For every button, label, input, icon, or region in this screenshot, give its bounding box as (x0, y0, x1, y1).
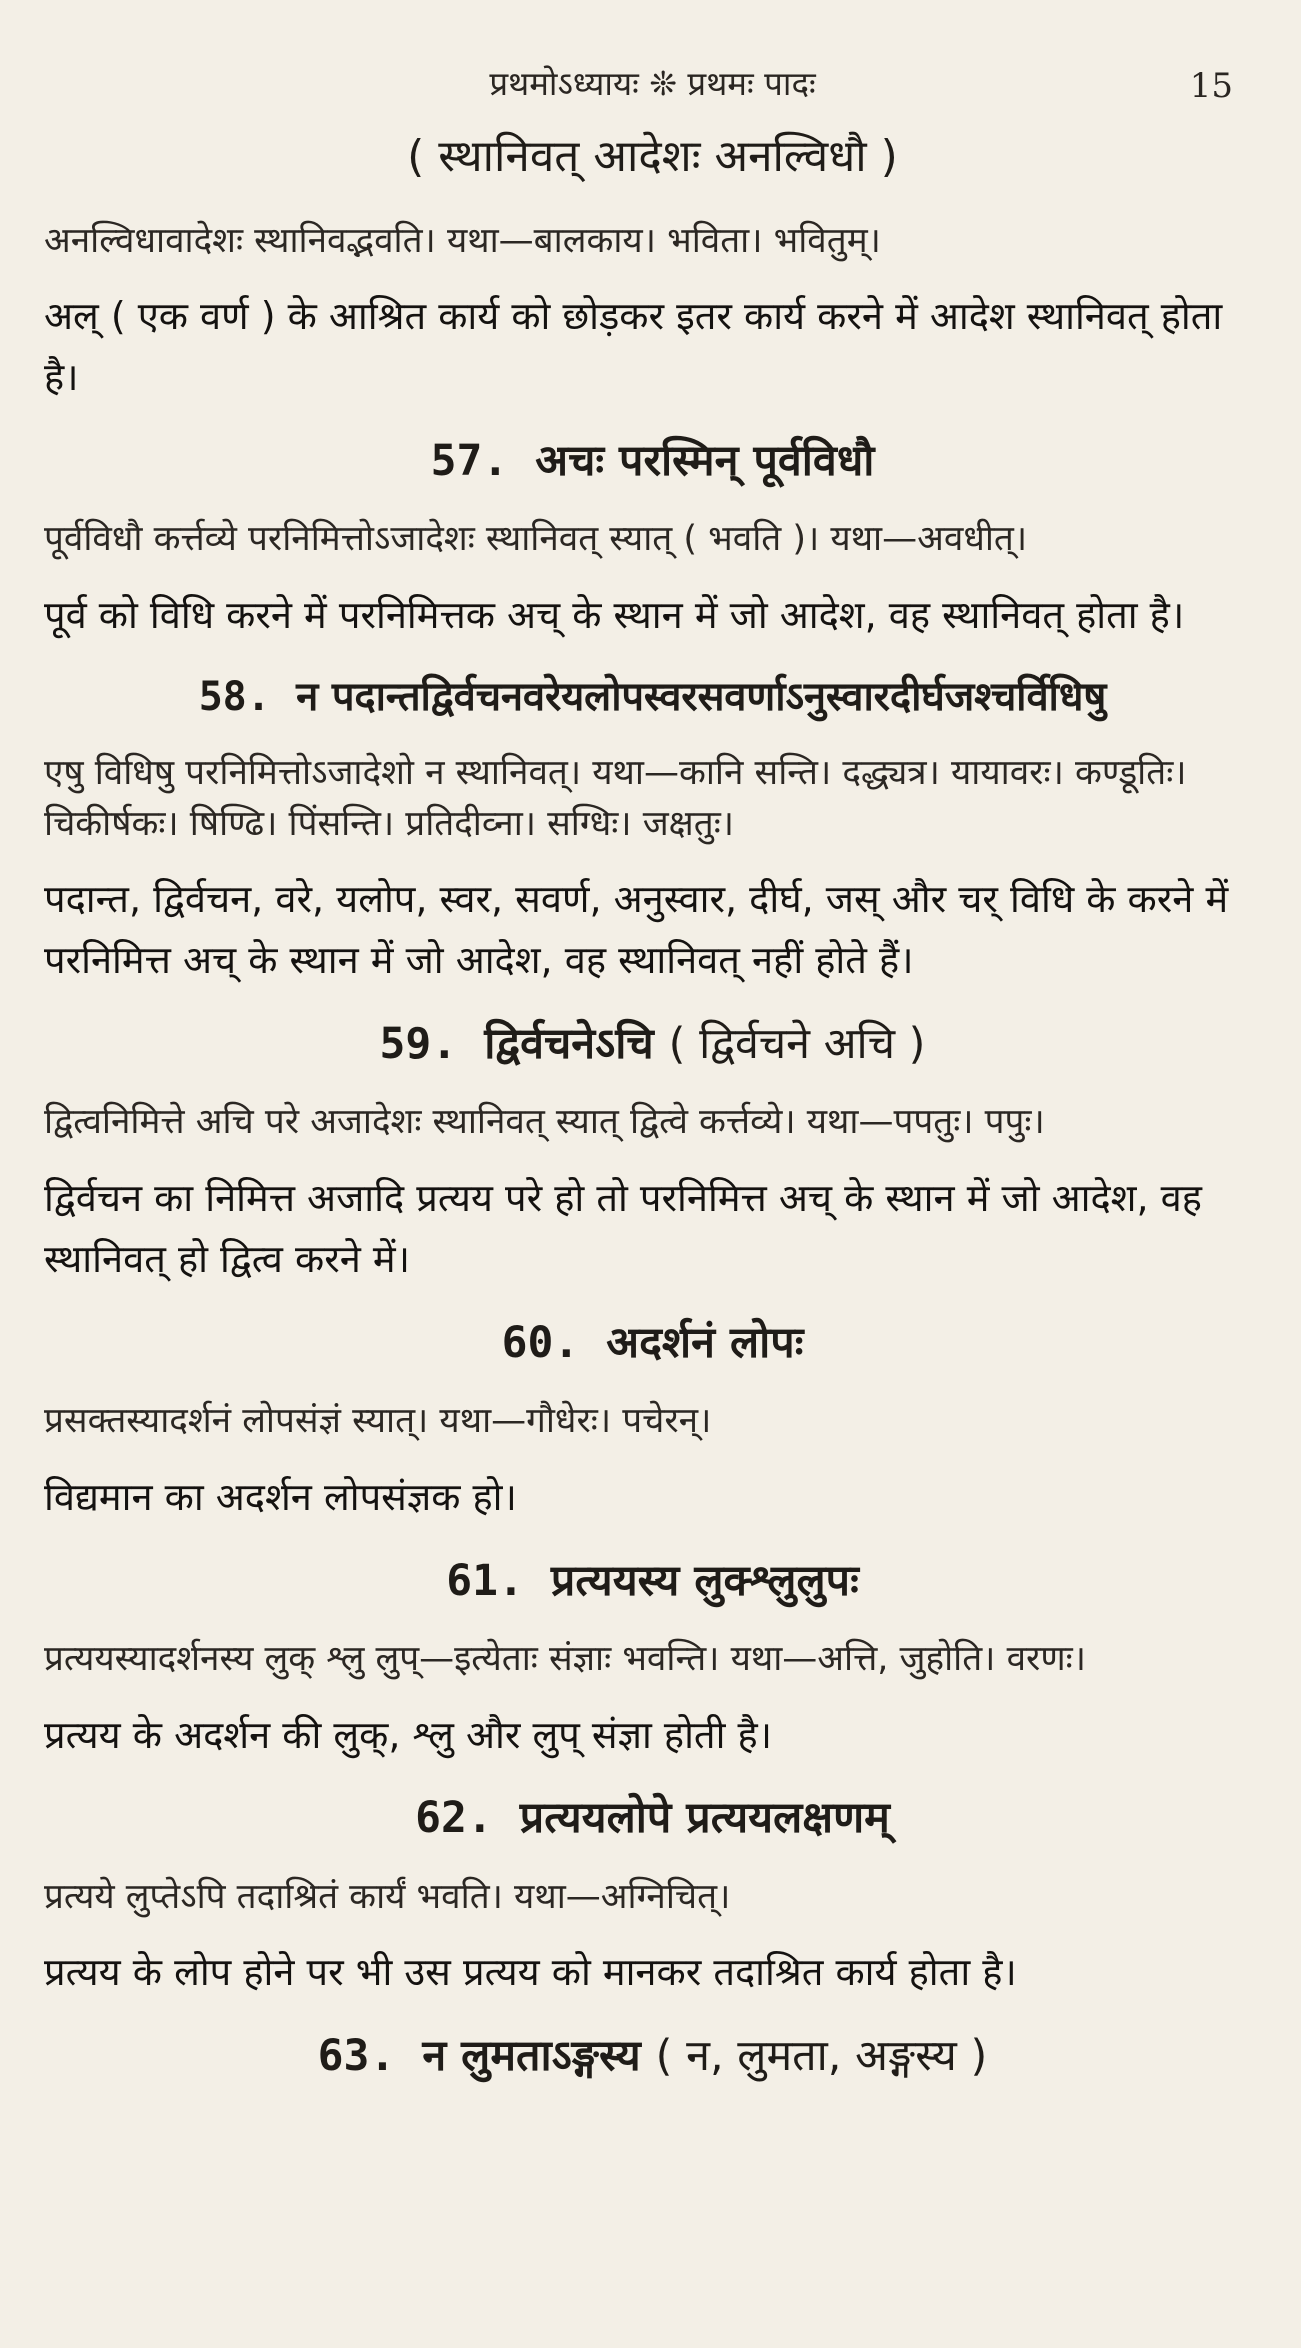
sutra-60-sanskrit: प्रसक्तस्यादर्शनं लोपसंज्ञं स्यात्। यथा—गौधेरः। पचेरन्। (44, 1400, 712, 1441)
sutra-61-sanskrit: प्रत्ययस्यादर्शनस्य लुक् श्लु लुप्—इत्येताः संज्ञाः भवन्ति। यथा—अत्ति, जुहोति। वरणः। (44, 1638, 1086, 1679)
sutra-title: द्विर्वचनेऽचि (484, 1018, 654, 1069)
sutra-62-sanskrit: प्रत्यये लुप्तेऽपि तदाश्रितं कार्यं भवति। यथा—अग्निचित्। (44, 1876, 731, 1917)
sutra-padaccheda: ( द्विर्वचने अचि ) (668, 1018, 926, 1069)
sutra-60-hindi: विद्यमान का अदर्शन लोपसंज्ञक हो। (44, 1474, 517, 1519)
sub-heading: ( स्थानिवत् आदेशः अनल्विधौ ) (407, 131, 898, 182)
sutra-title: अदर्शनं लोपः (606, 1317, 804, 1368)
sutra-heading-60 (44, 1312, 1261, 1374)
sutra-title: न लुमताऽङ्गस्य (422, 2031, 641, 2082)
sutra-number: 57. (430, 435, 509, 486)
sutra-heading-63 (44, 2025, 1261, 2087)
sutra-heading-61 (44, 1550, 1261, 1612)
sutra-number: 63. (317, 2031, 396, 2082)
sutra-62-hindi: प्रत्यय के लोप होने पर भी उस प्रत्यय को मानकर तदाश्रित कार्य होता है। (44, 1950, 1017, 1995)
page-number: 15 (1189, 66, 1233, 106)
sutra-title: अचः परस्मिन् पूर्वविधौ (535, 435, 875, 486)
sutra-heading-57 (44, 430, 1261, 492)
sutra-59-hindi: द्विर्वचन का निमित्त अजादि प्रत्यय परे हो तो परनिमित्त अच् के स्थान में जो आदेश, वह स्थानिवत् हो द्वित्व करने में। (44, 1176, 1202, 1281)
sutra-58-sanskrit: एषु विधिषु परनिमित्तोऽजादेशो न स्थानिवत्। यथा—कानि सन्ति। दद्ध्यत्र। यायावरः। कण्डूतिः। चिकीर्षकः। षिण्ढि। पिंसन्ति। प्रतिदीव्ना। सग्धिः। जक्षतुः। (44, 752, 1187, 844)
sutra-title: प्रत्ययस्य लुक्श्लुलुपः (550, 1555, 859, 1606)
sutra-number: 60. (501, 1317, 580, 1368)
sutra-heading-62 (44, 1787, 1261, 1849)
sutra-heading-58 (44, 668, 1261, 726)
sutra-59-sanskrit: द्वित्वनिमित्ते अचि परे अजादेशः स्थानिवत् स्यात् द्वित्वे कर्त्तव्ये। यथा—पपतुः। पपुः। (44, 1102, 1045, 1143)
sutra-number: 62. (415, 1793, 493, 1844)
sutra-number: 58. (198, 673, 271, 720)
sutra-number: 59. (379, 1018, 458, 1069)
page-header (44, 60, 1261, 120)
sutra-title: न पदान्तद्विर्वचनवरेयलोपस्वरसवर्णाऽनुस्वारदीर्घजश्चर्विधिषु (296, 673, 1107, 720)
running-title: प्रथमोऽध्यायः ❊ प्रथमः पादः (489, 64, 816, 103)
sutra-57-hindi: पूर्व को विधि करने में परनिमित्तक अच् के स्थान में जो आदेश, वह स्थानिवत् होता है। (44, 593, 1185, 638)
sutra-58-hindi: पदान्त, द्विर्वचन, वरे, यलोप, स्वर, सवर्ण, अनुस्वार, दीर्घ, जस् और चर् विधि के करने में परनिमित्त अच् के स्थान में जो आदेश, वह स्थानिवत् नहीं होते हैं। (44, 877, 1229, 983)
sutra-padaccheda: ( न, लुमता, अङ्गस्य ) (655, 2031, 988, 2082)
intro-sanskrit-text: अनल्विधावादेशः स्थानिवद्भवति। यथा—बालकाय। भविता। भवितुम्। (44, 220, 881, 261)
sutra-57-sanskrit: पूर्वविधौ कर्त्तव्ये परनिमित्तोऽजादेशः स्थानिवत् स्यात् ( भवति )। यथा—अवधीत्। (44, 519, 1028, 560)
sutra-heading-59 (44, 1013, 1261, 1075)
sutra-title: प्रत्ययलोपे प्रत्ययलक्षणम् (519, 1793, 890, 1844)
intro-hindi-text: अल् ( एक वर्ण ) के आश्रित कार्य को छोड़कर इतर कार्य करने में आदेश स्थानिवत् होता है। (44, 294, 1223, 400)
sutra-number: 61. (446, 1555, 524, 1606)
sutra-61-hindi: प्रत्यय के अदर्शन की लुक्, श्लु और लुप् संज्ञा होती है। (44, 1712, 773, 1757)
